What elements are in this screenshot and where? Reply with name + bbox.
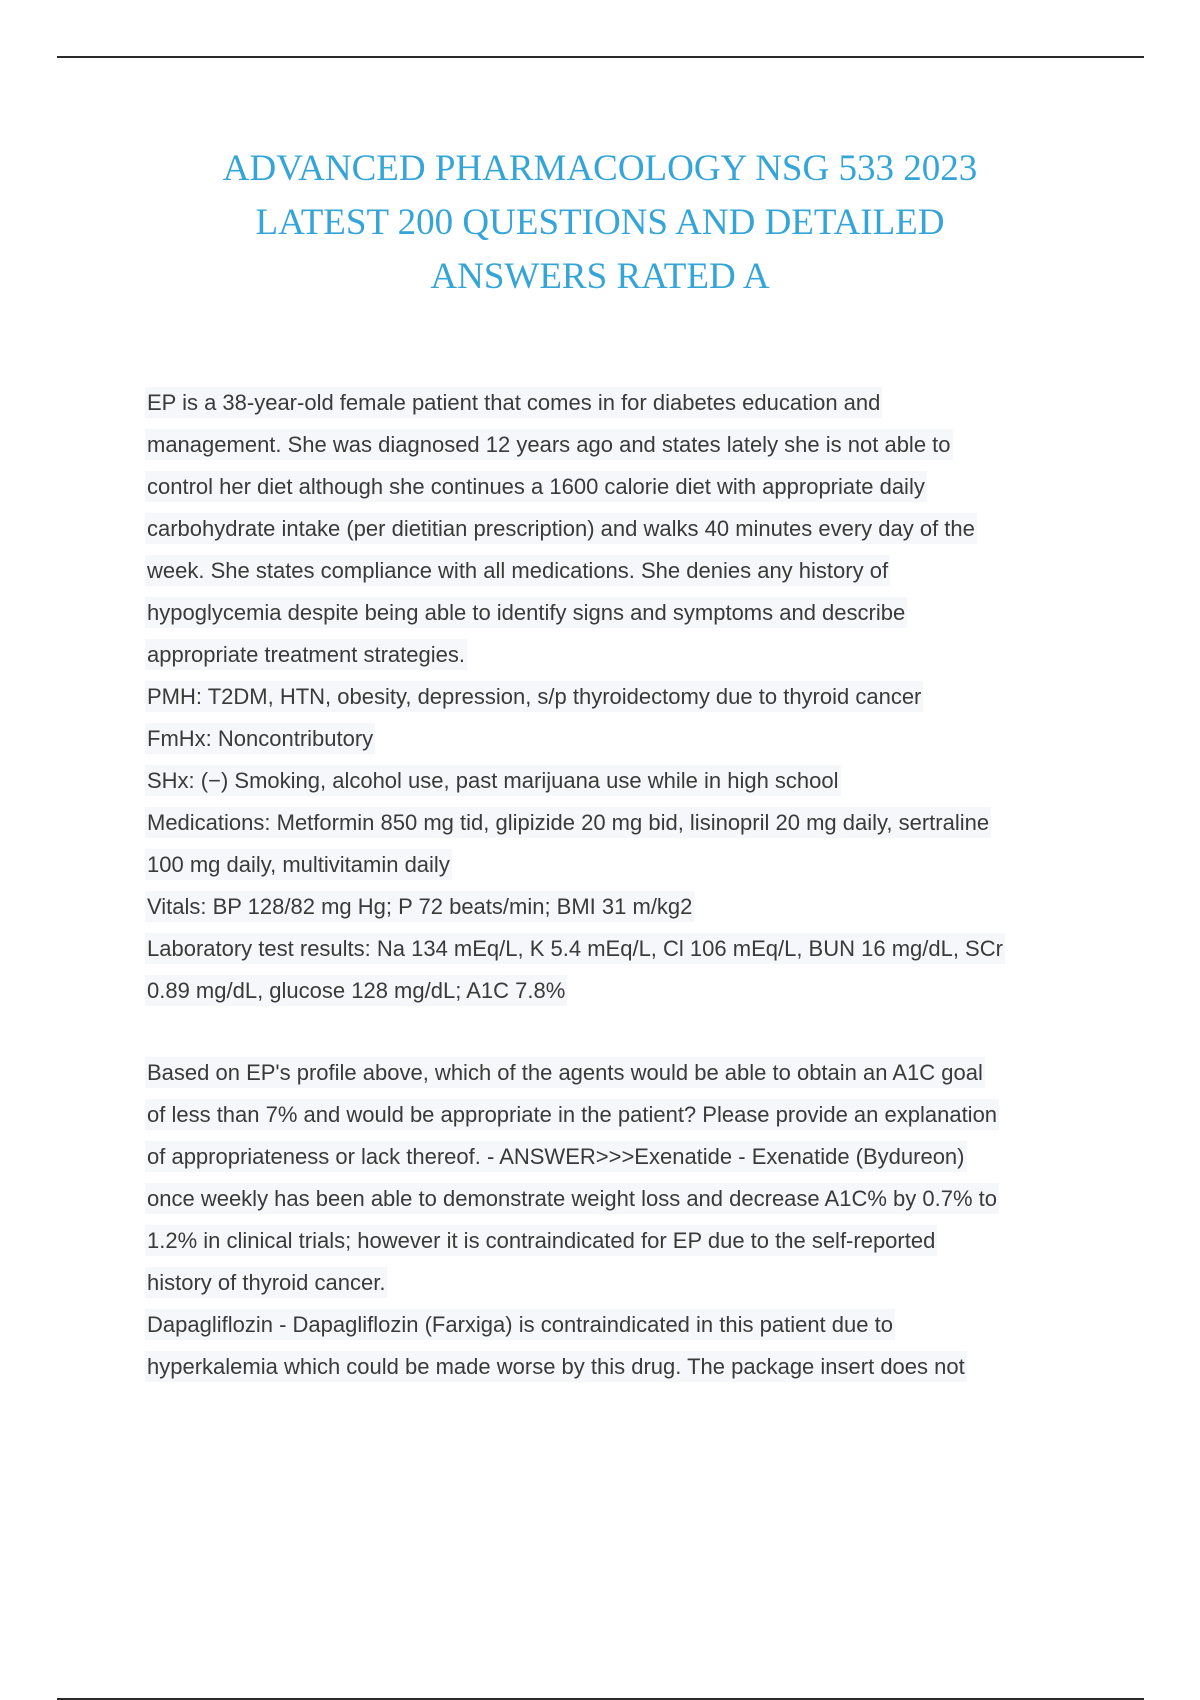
question-answer: [145, 1052, 1090, 1388]
paragraph-gap: [145, 1012, 1090, 1052]
title-line: LATEST 200 QUESTIONS AND DETAILED: [255, 202, 945, 243]
shx-line: SHx: (−) Smoking, alcohol use, past marijuana use while in high school: [145, 760, 1090, 802]
document-title: [120, 142, 1080, 304]
text-line: control her diet although she continues a 1600 calorie diet with appropriate daily: [145, 466, 1090, 508]
text-line: history of thyroid cancer.: [145, 1262, 1090, 1304]
pmh-line: PMH: T2DM, HTN, obesity, depression, s/p thyroidectomy due to thyroid cancer: [145, 676, 1090, 718]
vitals-line: Vitals: BP 128/82 mg Hg; P 72 beats/min; BMI 31 m/kg2: [145, 886, 1090, 928]
title-line: ANSWERS RATED A: [430, 256, 770, 297]
top-rule: [57, 56, 1144, 58]
text-line: management. She was diagnosed 12 years ago and states lately she is not able to: [145, 424, 1090, 466]
text-line: appropriate treatment strategies.: [145, 634, 1090, 676]
text-line: Dapagliflozin - Dapagliflozin (Farxiga) is contraindicated in this patient due to: [145, 1304, 1090, 1346]
text-line: 1.2% in clinical trials; however it is contraindicated for EP due to the self-reported: [145, 1220, 1090, 1262]
text-line: of appropriateness or lack thereof. - ANSWER>>>Exenatide - Exenatide (Bydureon): [145, 1136, 1090, 1178]
text-line: hypoglycemia despite being able to identify signs and symptoms and describe: [145, 592, 1090, 634]
text-line: carbohydrate intake (per dietitian prescription) and walks 40 minutes every day of the: [145, 508, 1090, 550]
text-line: of less than 7% and would be appropriate in the patient? Please provide an explanation: [145, 1094, 1090, 1136]
title-line: ADVANCED PHARMACOLOGY NSG 533 2023: [222, 148, 978, 189]
medications-line: Medications: Metformin 850 mg tid, glipizide 20 mg bid, lisinopril 20 mg daily, sertraline: [145, 802, 1090, 844]
text-line: once weekly has been able to demonstrate weight loss and decrease A1C% by 0.7% to: [145, 1178, 1090, 1220]
case-description: [145, 382, 1090, 1012]
text-line: week. She states compliance with all medications. She denies any history of: [145, 550, 1090, 592]
labs-line: Laboratory test results: Na 134 mEq/L, K 5.4 mEq/L, Cl 106 mEq/L, BUN 16 mg/dL, SCr: [145, 928, 1090, 970]
labs-line: 0.89 mg/dL, glucose 128 mg/dL; A1C 7.8%: [145, 970, 1090, 1012]
text-line: Based on EP's profile above, which of the agents would be able to obtain an A1C goal: [145, 1052, 1090, 1094]
fmhx-line: FmHx: Noncontributory: [145, 718, 1090, 760]
text-line: hyperkalemia which could be made worse by this drug. The package insert does not: [145, 1346, 1090, 1388]
document-body: [145, 382, 1090, 1388]
text-line: EP is a 38-year-old female patient that comes in for diabetes education and: [145, 382, 1090, 424]
medications-line: 100 mg daily, multivitamin daily: [145, 844, 1090, 886]
